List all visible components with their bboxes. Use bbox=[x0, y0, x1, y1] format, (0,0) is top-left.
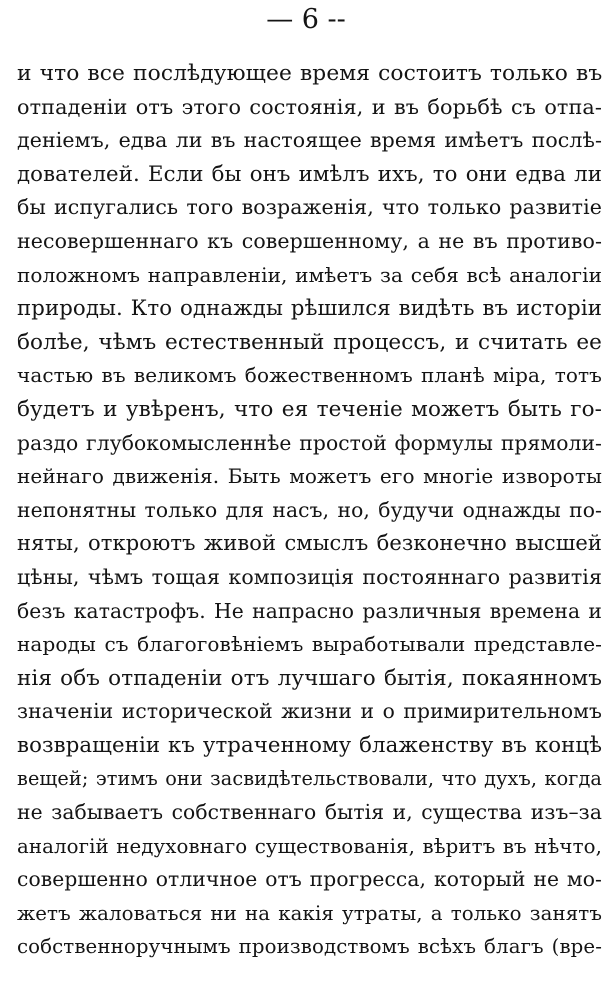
text-line: няты, откроютъ живой смыслъ безконечно высшей bbox=[17, 531, 602, 556]
text-line: деніемъ, едва ли въ настоящее время имѣетъ послѣ- bbox=[17, 128, 602, 153]
text-line: и что все послѣдующее время состоитъ только въ bbox=[17, 61, 603, 86]
text-line: болѣе, чѣмъ естественный процессъ, и считать ее bbox=[17, 329, 602, 355]
text-line: значеніи исторической жизни и о примирительномъ bbox=[17, 699, 602, 724]
text-line: цѣны, чѣмъ тощая композиція постояннаго развитія bbox=[17, 564, 602, 589]
text-line: частью въ великомъ божественномъ планѣ міра, тотъ bbox=[17, 363, 602, 388]
text-line: несовершеннаго къ совершенному, а не въ противо- bbox=[17, 228, 602, 253]
text-line: безъ катастрофъ. Не напрасно различныя времена и bbox=[17, 598, 602, 623]
text-line: аналогій недуховнаго существованія, вѣритъ въ нѣчто, bbox=[17, 834, 602, 858]
text-line: раздо глубокомысленнѣе простой формулы прямоли- bbox=[17, 430, 602, 455]
body-text bbox=[17, 57, 602, 964]
text-line: не забываетъ собственнаго бытія и, существа изъ–за bbox=[17, 800, 602, 825]
text-line: жетъ жаловаться ни на какія утраты, а только занятъ bbox=[17, 901, 602, 925]
text-line: вещей; этимъ они засвидѣтельствовали, что духъ, когда bbox=[17, 767, 602, 791]
text-line: возвращеніи къ утраченному блаженству въ концѣ bbox=[17, 732, 603, 758]
text-line: бы испугались того возраженія, что только развитіе bbox=[17, 195, 602, 220]
text-line: будетъ и увѣренъ, что ея теченіе можетъ быть го- bbox=[17, 396, 602, 422]
text-line: непонятны только для насъ, но, будучи однажды по- bbox=[17, 497, 602, 522]
text-line: отпаденіи отъ этого состоянія, и въ борьбѣ съ отпа- bbox=[17, 94, 602, 119]
text-line: народы съ благоговѣніемъ выработывали представле- bbox=[17, 632, 602, 657]
text-line: нейнаго движенія. Быть можетъ его многіе извороты bbox=[17, 464, 602, 489]
text-line: совершенно отличное отъ прогресса, который не мо- bbox=[17, 867, 602, 892]
page-number: — 6 -- bbox=[266, 4, 346, 35]
text-line: положномъ направленіи, имѣетъ за себя всѣ аналогіи bbox=[17, 262, 602, 287]
text-line: природы. Кто однажды рѣшился видѣть въ исторіи bbox=[17, 296, 602, 322]
text-line: собственноручнымъ производствомъ всѣхъ благъ (вре- bbox=[17, 935, 602, 959]
text-line: нія объ отпаденіи отъ лучшаго бытія, покаянномъ bbox=[17, 665, 602, 691]
text-line: дователей. Если бы онъ имѣлъ ихъ, то они едва ли bbox=[17, 161, 602, 187]
